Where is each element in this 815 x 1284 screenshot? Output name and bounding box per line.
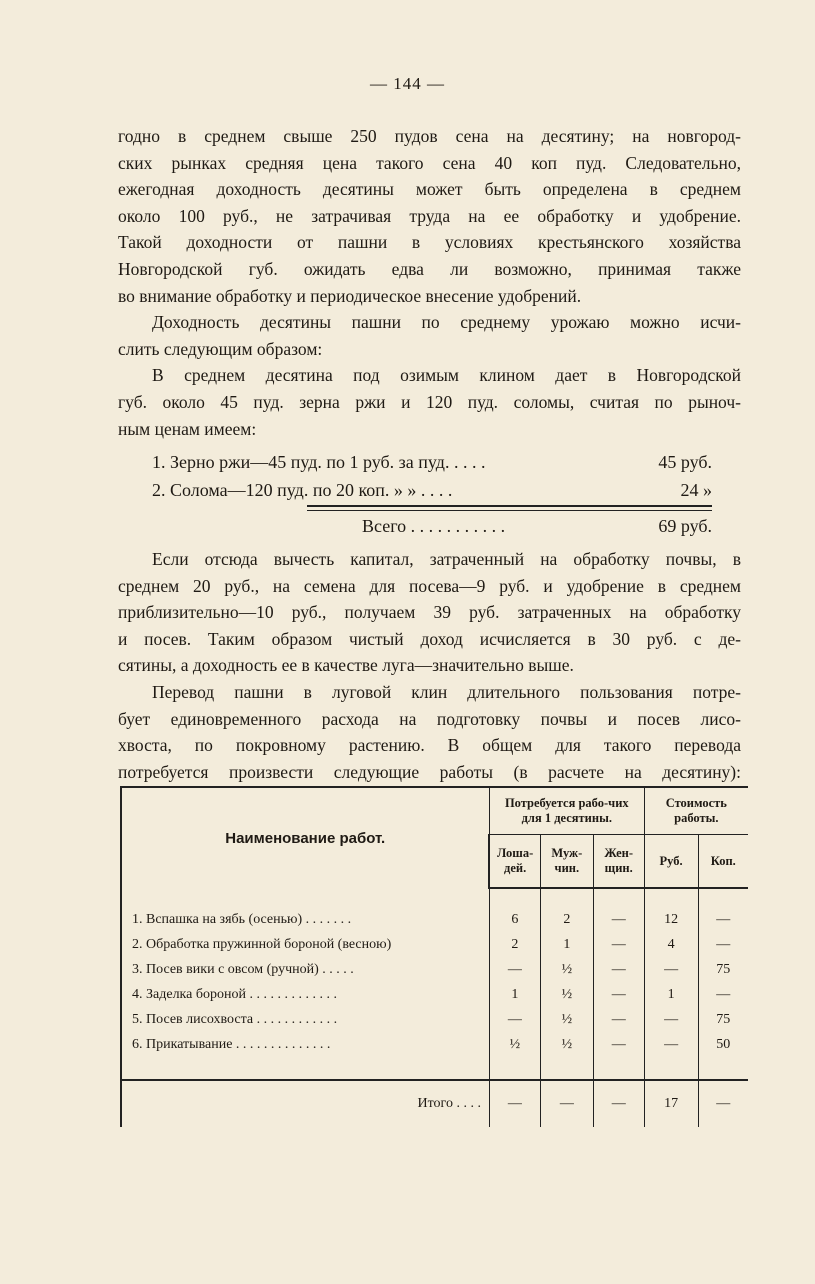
text-line: потребуется произвести следующие работы (в расчете на десятину): [118, 761, 741, 782]
page-number: — 144 — [370, 74, 445, 93]
text-line: приблизительно—10 руб., получаем 39 руб. затраченных на обработку [118, 602, 741, 623]
work-name: 4. Заделка бороной . . . . . . . . . . . . . [121, 982, 489, 1007]
women-cell: — [593, 907, 644, 932]
text-line: хвоста, по покровному растению. В общем для такого перевода [118, 735, 741, 756]
text-line: бует единовременного расхода на подготовку почвы и посев лисо- [118, 708, 741, 729]
table-row [121, 957, 748, 982]
horses-cell: ½ [489, 1032, 540, 1057]
subheader-kopecks: Коп. [698, 835, 748, 889]
text-line: сятины, а доходность ее в качестве луга—значительно выше. [118, 655, 574, 676]
header-cost: Стоимость работы. [644, 787, 748, 835]
horses-cell: 6 [489, 907, 540, 932]
total-label: Итого . . . . [121, 1080, 489, 1127]
total-rubles: 17 [644, 1080, 698, 1127]
women-cell: — [593, 957, 644, 982]
table-row [121, 982, 748, 1007]
text-line: ских рынках средняя цена такого сена 40 коп пуд. Следовательно, [118, 152, 741, 173]
rub-cell: 1 [644, 982, 698, 1007]
table-row [121, 932, 748, 957]
work-name: 5. Посев лисохвоста . . . . . . . . . . . . [121, 1007, 489, 1032]
kop-cell: 50 [698, 1032, 748, 1057]
total-men: — [540, 1080, 593, 1127]
text-line: ным ценам имеем: [118, 418, 257, 439]
paragraph-1 [118, 123, 741, 309]
kop-cell: 75 [698, 1007, 748, 1032]
body-text-top [118, 123, 741, 442]
text-line: Перевод пашни в луговой клин длительного пользования потре- [152, 681, 741, 702]
kop-cell: — [698, 907, 748, 932]
men-cell: 2 [540, 907, 593, 932]
subheader-rubles: Руб. [644, 835, 698, 889]
subheader-women: Жен-щин. [593, 835, 644, 889]
women-cell: — [593, 982, 644, 1007]
body-text-middle [118, 546, 741, 785]
kop-cell: 75 [698, 957, 748, 982]
horses-cell: 1 [489, 982, 540, 1007]
text-line: слить следующим образом: [118, 338, 323, 359]
paragraph-5 [118, 679, 741, 785]
work-name: 6. Прикатывание . . . . . . . . . . . . . . [121, 1032, 489, 1057]
men-cell: ½ [540, 982, 593, 1007]
rub-cell: — [644, 957, 698, 982]
table-spacer [121, 888, 748, 907]
subheader-horses: Лоша-дей. [489, 835, 540, 889]
text-line: около 100 руб., не затрачивая труда на ее обработку и удобрение. [118, 205, 741, 226]
horses-cell: — [489, 1007, 540, 1032]
women-cell: — [593, 1007, 644, 1032]
subheader-men: Муж-чин. [540, 835, 593, 889]
calc-total-label: Всего . . . . . . . . . . . [362, 516, 506, 536]
text-line: Если отсюда вычесть капитал, затраченный на обработку почвы, в [152, 549, 741, 569]
header-work-name: Наименование работ. [121, 787, 489, 888]
work-name: 3. Посев вики с овсом (ручной) . . . . . [121, 957, 489, 982]
text-line: среднем 20 руб., на семена для посева—9 руб. и удобрение в среднем [118, 575, 741, 596]
rub-cell: — [644, 1032, 698, 1057]
calc-row-label: 1. Зерно ржи—45 пуд. по 1 руб. за пуд. . . . . [152, 452, 486, 472]
calc-row-value: 45 руб. [658, 452, 712, 472]
calc-total [362, 512, 712, 540]
kop-cell: — [698, 982, 748, 1007]
rub-cell: — [644, 1007, 698, 1032]
paragraph-4 [118, 546, 741, 679]
horses-cell: — [489, 957, 540, 982]
work-name: 1. Вспашка на зябь (осенью) . . . . . . . [121, 907, 489, 932]
table-row [121, 1007, 748, 1032]
calc-total-value: 69 руб. [658, 516, 712, 536]
header-workers-needed: Потребуется рабо-чих для 1 десятины. [489, 787, 644, 835]
text-line: и посев. Таким образом чистый доход исчисляется в 30 руб. с де- [118, 628, 741, 649]
calc-row [152, 448, 712, 476]
calc-row-label: 2. Солома—120 пуд. по 20 коп. » » . . . . [152, 480, 453, 500]
table-row [121, 907, 748, 932]
text-line: губ. около 45 пуд. зерна ржи и 120 пуд. соломы, считая по рыноч- [118, 391, 741, 412]
paragraph-3 [118, 362, 741, 442]
rub-cell: 12 [644, 907, 698, 932]
rub-cell: 4 [644, 932, 698, 957]
text-line: Новгородской губ. ожидать едва ли возможно, принимая также [118, 258, 741, 279]
men-cell: ½ [540, 1032, 593, 1057]
calc-row-value: 24 » [680, 480, 712, 500]
women-cell: — [593, 1032, 644, 1057]
total-women: — [593, 1080, 644, 1127]
total-horses: — [489, 1080, 540, 1127]
text-line: ежегодная доходность десятины может быть определена в среднем [118, 179, 741, 200]
works-table [120, 786, 748, 1127]
kop-cell: — [698, 932, 748, 957]
text-line: В среднем десятина под озимым клином дает в Новгородской [152, 365, 741, 386]
men-cell: 1 [540, 932, 593, 957]
calc-row [152, 476, 712, 504]
paragraph-2 [118, 309, 741, 362]
income-calculation [152, 448, 712, 536]
table-total-row [121, 1080, 748, 1127]
sum-rule [307, 505, 712, 511]
table-row [121, 1032, 748, 1057]
text-line: Доходность десятины пашни по среднему урожаю можно исчи- [152, 312, 741, 333]
horses-cell: 2 [489, 932, 540, 957]
total-kopecks: — [698, 1080, 748, 1127]
work-name: 2. Обработка пружинной бороной (весною) [121, 932, 489, 957]
text-line: во внимание обработку и периодическое внесение удобрений. [118, 285, 582, 306]
table-spacer [121, 1057, 748, 1080]
text-line: Такой доходности от пашни в условиях крестьянского хозяйства [118, 232, 741, 253]
men-cell: ½ [540, 957, 593, 982]
women-cell: — [593, 932, 644, 957]
text-line: годно в среднем свыше 250 пудов сена на десятину; на новгород- [118, 126, 741, 146]
men-cell: ½ [540, 1007, 593, 1032]
